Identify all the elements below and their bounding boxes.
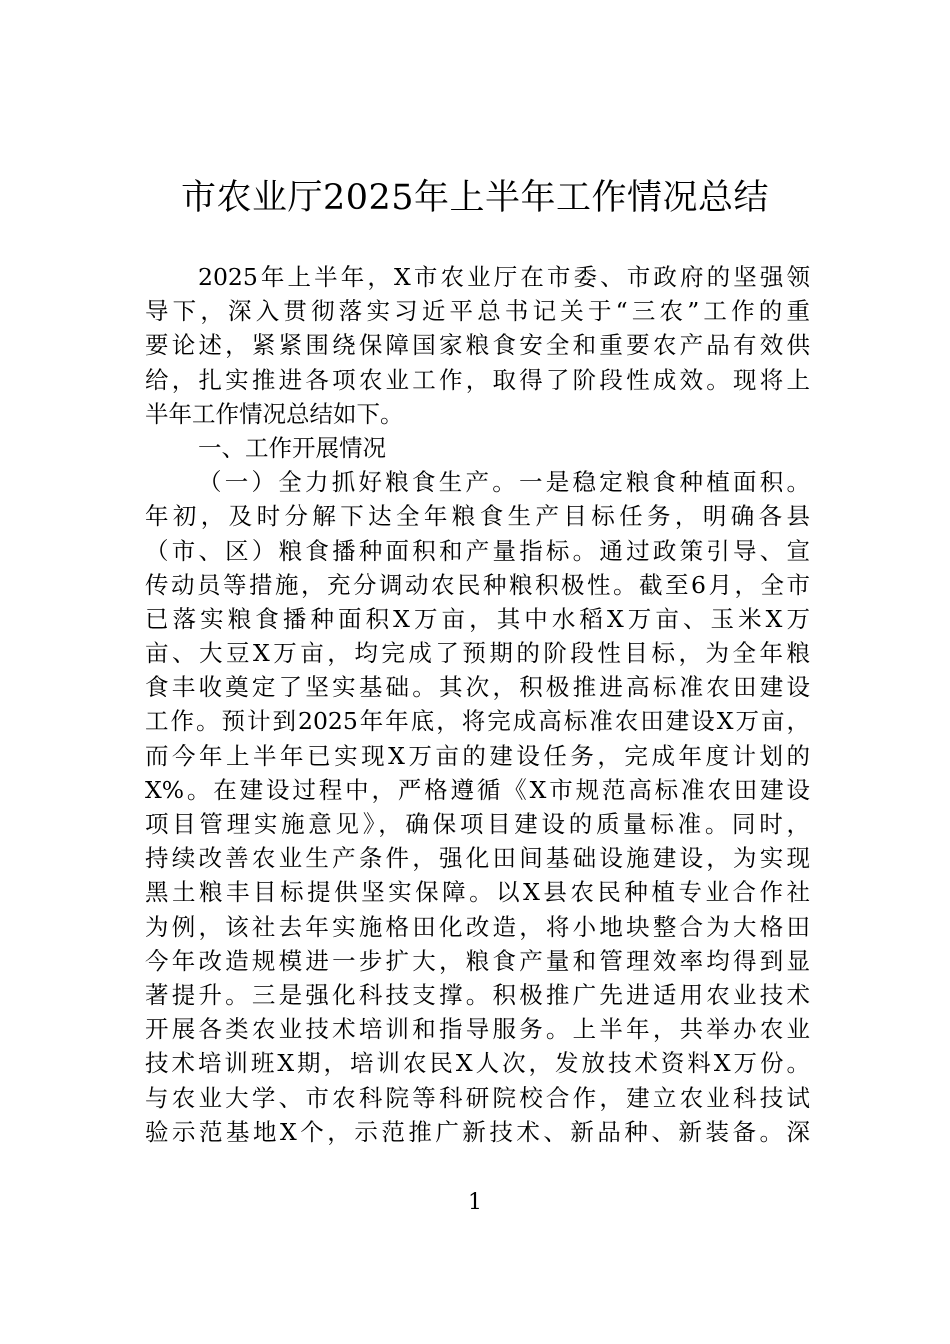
paragraph-line: 验示范基地X个，示范推广新技术、新品种、新装备。深 — [145, 1117, 810, 1146]
paragraph-line: 项目管理实施意见》，确保项目建设的质量标准。同时， — [145, 810, 810, 838]
paragraph-line: 已落实粮食播种面积X万亩，其中水稻X万亩、玉米X万 — [145, 604, 810, 633]
page-number: 1 — [468, 1190, 482, 1215]
paragraph-line: 2025年上半年，X市农业厅在市委、市政府的坚强领 — [198, 263, 810, 291]
paragraph-line: 持续改善农业生产条件，强化田间基础设施建设，为实现 — [145, 844, 810, 873]
paragraph-line: 年初，及时分解下达全年粮食生产目标任务，明确各县 — [145, 502, 810, 531]
paragraph-line: 工作。预计到2025年年底，将完成高标准农田建设X万亩， — [145, 707, 810, 736]
paragraph-line: 要论述，紧紧围绕保障国家粮食安全和重要农产品有效供 — [145, 331, 810, 360]
paragraph-line: 导下，深入贯彻落实习近平总书记关于“三农”工作的重 — [145, 297, 810, 326]
paragraph-line: 传动员等措施，充分调动农民种粮积极性。截至6月，全市 — [145, 570, 810, 599]
paragraph-line: 为例，该社去年实施格田化改造，将小地块整合为大格田 — [145, 912, 810, 941]
paragraph-line: 开展各类农业技术培训和指导服务。上半年，共举办农业 — [145, 1015, 810, 1044]
document-body — [145, 260, 810, 1149]
paragraph-line: 技术培训班X期，培训农民X人次，发放技术资料X万份。 — [145, 1049, 810, 1078]
paragraph-line: 食丰收奠定了坚实基础。其次，积极推进高标准农田建设 — [145, 673, 810, 702]
document-title: 市农业厅2025年上半年工作情况总结 — [180, 178, 770, 218]
paragraph-line: （一）全力抓好粮食生产。一是稳定粮食种植面积。 — [198, 468, 810, 497]
section-heading: 一、工作开展情况 — [198, 433, 386, 462]
paragraph-line: 亩、大豆X万亩，均完成了预期的阶段性目标，为全年粮 — [145, 639, 810, 668]
paragraph-line: （市、区）粮食播种面积和产量指标。通过政策引导、宣 — [145, 536, 810, 565]
paragraph-line: 与农业大学、市农科院等科研院校合作，建立农业科技试 — [145, 1083, 810, 1112]
paragraph-line: 半年工作情况总结如下。 — [145, 399, 404, 428]
paragraph-line: 黑土粮丰目标提供坚实保障。以X县农民种植专业合作社 — [145, 878, 810, 907]
paragraph-line: X%。在建设过程中，严格遵循《X市规范高标准农田建设 — [145, 775, 810, 804]
paragraph-line: 而今年上半年已实现X万亩的建设任务，完成年度计划的 — [145, 741, 810, 770]
paragraph-line: 给，扎实推进各项农业工作，取得了阶段性成效。现将上 — [145, 365, 810, 394]
paragraph-line: 今年改造规模进一步扩大，粮食产量和管理效率均得到显 — [145, 946, 810, 975]
paragraph-line: 著提升。三是强化科技支撑。积极推广先进适用农业技术 — [145, 980, 810, 1009]
